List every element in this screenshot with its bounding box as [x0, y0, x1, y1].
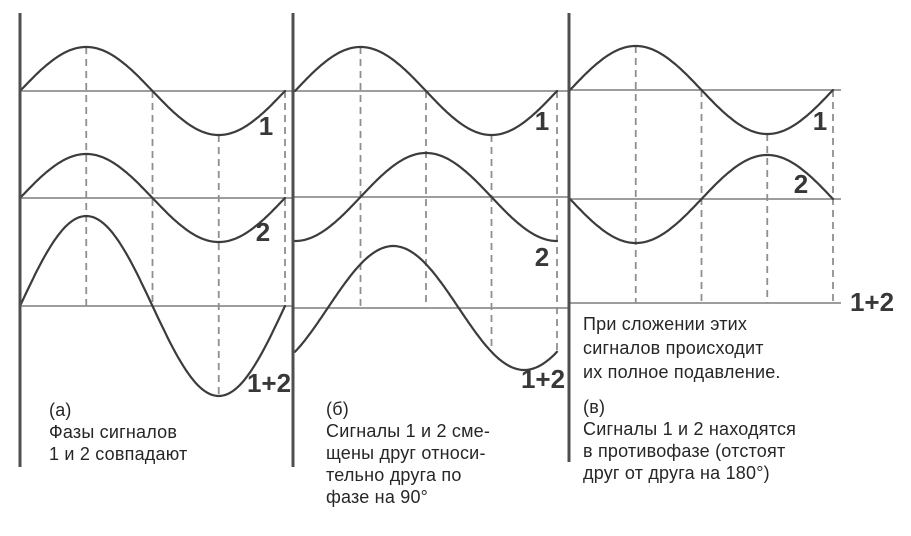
wave-label: 2: [255, 217, 271, 247]
panel-a-caption: [49, 399, 187, 465]
caption-line: Сигналы 1 и 2 сме-: [326, 421, 491, 441]
note-line: сигналов происходит: [583, 338, 764, 358]
panel-v-caption: [583, 396, 796, 484]
note-line: При сложении этих: [583, 314, 748, 334]
panel-v-note: [583, 312, 781, 384]
caption-line: Сигналы 1 и 2 находятся: [583, 419, 797, 439]
caption-line: (б): [326, 399, 349, 419]
caption-line: (а): [49, 400, 72, 420]
wave-label: 1+2: [849, 287, 895, 317]
wave-label: 1: [258, 111, 274, 141]
wave-label: 1+2: [246, 368, 292, 398]
caption-line: тельно друга по: [326, 465, 462, 485]
panel-b-caption: [326, 398, 490, 508]
wave-label: 2: [793, 169, 809, 199]
caption-line: щены друг относи-: [326, 443, 486, 463]
wave-label: 2: [534, 242, 550, 272]
caption-line: 1 и 2 совпадают: [49, 444, 188, 464]
wave-label: 1: [812, 106, 828, 136]
caption-line: друг от друга на 180°): [583, 463, 770, 483]
wave-label: 1+2: [520, 364, 566, 394]
wave-label: 1: [534, 106, 550, 136]
note-line: их полное подавление.: [583, 362, 781, 382]
caption-line: Фазы сигналов: [49, 422, 178, 442]
caption-line: (в): [583, 397, 606, 417]
caption-line: фазе на 90°: [326, 487, 429, 507]
caption-line: в противофазе (отстоят: [583, 441, 786, 461]
